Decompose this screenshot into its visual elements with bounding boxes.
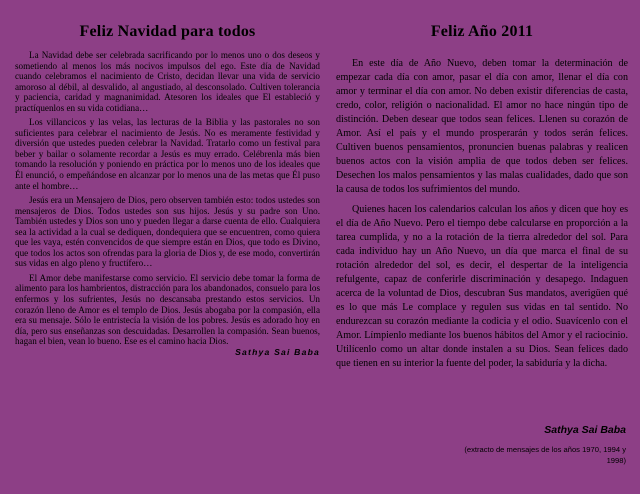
christmas-paragraph: Los villancicos y las velas, las lecturas de la Biblia y las pastorales no son suficientes para celebrar el nacimiento de Jesús. No es meramente festividad y diversión que ustedes pueden celebrar la Navidad. Tratarlo como un festival para beber y bailar o solamente recordar a Jesús es muy errado. Celébrenla más bien tomando la resolución y poniendo en práctica por lo menos uno de los ideales que Él enunció, o empeñándose en alcanzar por lo menos una de las metas que Él puso ante el hombre… — [15, 117, 320, 191]
christmas-paragraph-last — [15, 272, 320, 357]
new-year-body — [336, 57, 628, 377]
source-note: (extracto de mensajes de los años 1970, 1994 y 1998) — [464, 445, 626, 465]
christmas-column — [15, 0, 320, 494]
new-year-title: Feliz Año 2011 — [430, 23, 534, 40]
new-year-paragraph: En este día de Año Nuevo, deben tomar la determinación de empezar cada día con amor, pasar el día con amor, llenar el día con amor y terminar el día con amor. No deben existir diferencias de casta, credo, color, religión o nacionalidad. El amor no hace ningún tipo de distinción. Deben desear que todos sean felices. Llenen su corazón de Amor. Así el país y el mundo prosperarán y todos serán felices. Cultiven buenos pensamientos, pronuncien buenas palabras y realicen buenos actos con la visión amplia de que todos deben ser felices. Desechen los malos pensamientos y las malas cualidades, dado que son la causa de todos los sufrimientos del mundo. — [336, 58, 628, 195]
new-year-signature: Sathya Sai Baba — [544, 424, 626, 436]
christmas-body — [15, 50, 320, 357]
christmas-signature: Sathya Sai Baba — [235, 346, 320, 357]
new-year-paragraph: Quienes hacen los calendarios calculan los años y dicen que hoy es el día de Año Nuevo. Pero el tiempo debe calcularse en proporción a la tarea cumplida, y no a la rotación de la tierra alrededor del sol. Para cada individuo hay un Año Nuevo, un día que marca el final de su rotación alrededor del sol, es decir, el despertar de la inteligencia refulgente, capaz de conferirle discriminación y desapego. Indaguen acerca de la voluntad de Dios, descubran Sus mandatos, averigüen qué es lo que más Le complace y regulen sus vidas en tal sentido. No endurezcan su corazón mediante la codicia y el odio. Suavícenlo con el Amor. Límpienlo mediante los buenos hábitos del Amor y el raciocinio. Utilícenlo como un altar donde instalen a su Dios. Sean felices dado que tienen en su interior la fuente del poder, la sabiduría y la dicha. — [336, 204, 628, 369]
christmas-paragraph-text: El Amor debe manifestarse como servicio. El servicio debe tomar la forma de alimento para los hambrientos, distracción para los abandonados, consuelo para los enfermos y los sufrientes, Jesús no descansaba prestando estos servicios. Un corazón lleno de Amor es el templo de Dios. Jesús abogaba por la compasión, ella era su mensaje. Sólo le entristecía la visión de los pobres. Jesús es adorado hoy en día, pero sus enseñanzas son descuidadas. Desarrollen la compasión. Sean buenos, hagan el bien, vean lo bueno. Ese es el camino hacia Dios. — [15, 272, 320, 347]
christmas-title: Feliz Navidad para todos — [79, 23, 256, 40]
christmas-paragraph: Jesús era un Mensajero de Dios, pero observen también esto: todos ustedes son mensajeros de Dios. Todos ustedes son sus hijos. Jesús y su padre son Uno. También ustedes y Dios son uno y pueden llegar a darse cuenta de ello. Cualquiera sea la actividad a la cual se dediquen, dondequiera que se encuentren, como quiera que les vaya, estén convencidos de que siempre están en Dios, que todo es Divino, que todos los actos son ofrendas para la gloria de Dios y, de ese modo, convertirán sus vidas en algo pleno y fructífero… — [15, 195, 320, 269]
new-year-column — [336, 0, 628, 494]
christmas-paragraph: La Navidad debe ser celebrada sacrificando por lo menos uno o dos deseos y sometiendo al menos los más nocivos impulsos del ego. Este día de Navidad cuando celebramos el nacimiento de Cristo, decidan llevar una vida de servicio amoroso al débil, al desvalido, al angustiado, al desconsolado. Cultiven tolerancia y paciencia, caridad y magnanimidad. Atesoren los ideales que El estableció y practíquenlos en su vida cotidiana… — [15, 50, 320, 113]
